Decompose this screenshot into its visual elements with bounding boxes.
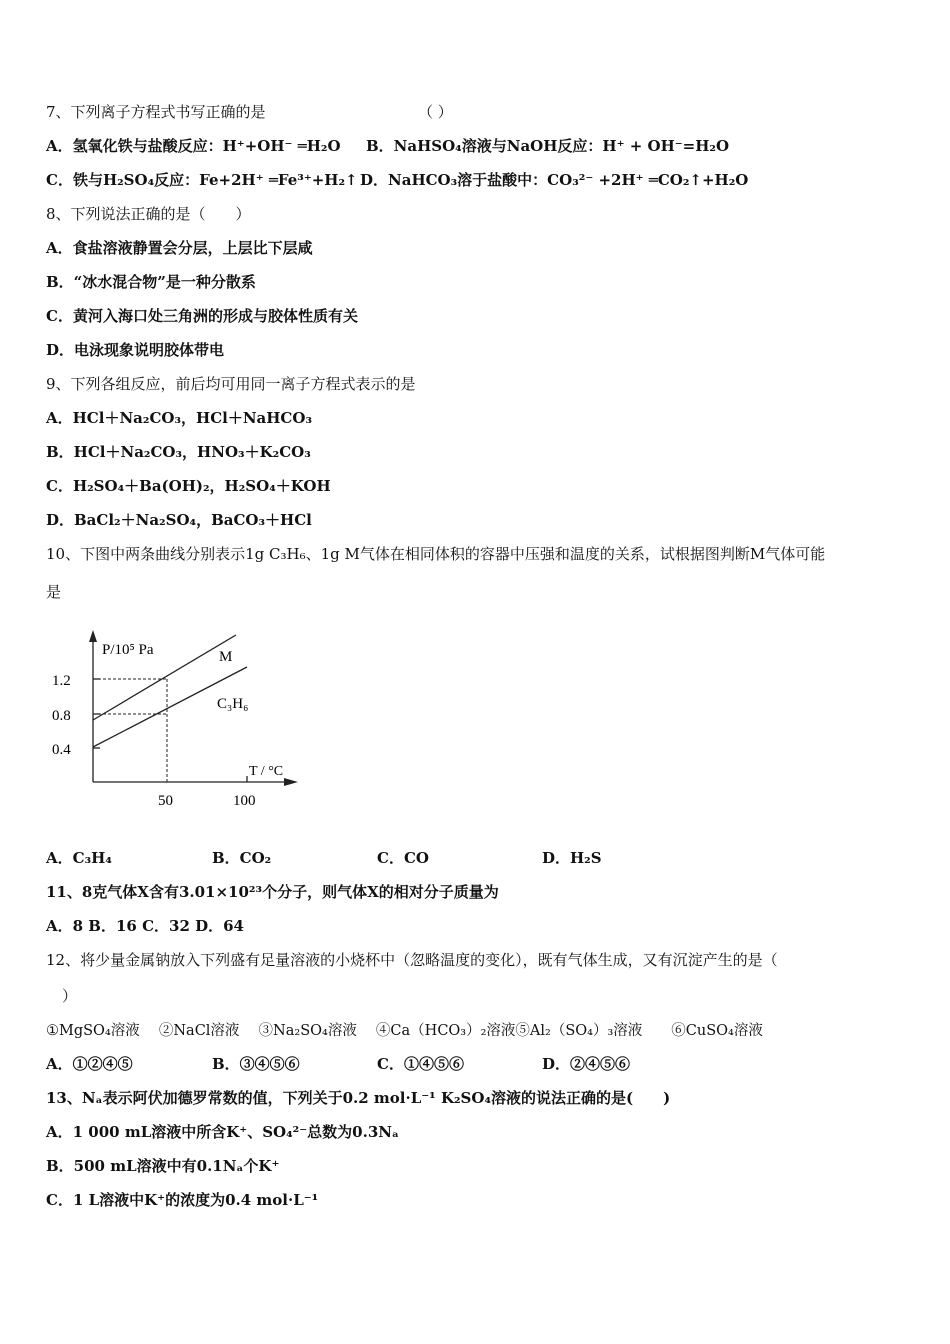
option-d: D．②④⑤⑥	[542, 1055, 631, 1073]
y-tick-label: 0.8	[52, 708, 71, 724]
pressure-temperature-graph	[40, 620, 320, 820]
y-tick-label: 0.4	[52, 742, 71, 758]
option-d: D．NaHCO₃溶于盐酸中：CO₃²⁻ +2H⁺ ═CO₂↑+H₂O	[360, 171, 749, 189]
x-tick-label: 100	[233, 793, 256, 809]
option-b: B．HCl＋Na₂CO₃，HNO₃＋K₂CO₃	[46, 443, 311, 461]
question-stem: 8、下列说法正确的是（ ）	[46, 205, 251, 223]
option-b: B．CO₂	[212, 849, 272, 867]
y-tick-label: 1.2	[52, 673, 71, 689]
option-d: D．电泳现象说明胶体带电	[46, 341, 225, 359]
question-stem: 13、Nₐ表示阿伏加德罗常数的值，下列关于0.2 mol·L⁻¹ K₂SO₄溶液的说法正确的是( )	[46, 1089, 671, 1107]
option-b: B．“冰水混合物”是一种分散系	[46, 273, 256, 291]
option-a: A．HCl＋Na₂CO₃，HCl＋NaHCO₃	[46, 409, 313, 427]
option-a: A．氢氧化铁与盐酸反应：H⁺+OH⁻ ═H₂O	[46, 137, 341, 155]
question-stem-cont: ）	[62, 987, 78, 1005]
solution-list: ①MgSO₄溶液 ②NaCl溶液 ③Na₂SO₄溶液 ④Ca（HCO₃）₂溶液⑤Al₂（SO₄）₃溶液 ⑥CuSO₄溶液	[46, 1023, 763, 1039]
option-a: A．C₃H₄	[46, 849, 112, 867]
option-b: B．500 mL溶液中有0.1Nₐ个K⁺	[46, 1157, 280, 1175]
option-d: D．BaCl₂＋Na₂SO₄，BaCO₃＋HCl	[46, 511, 312, 529]
y-axis-arrow	[89, 630, 97, 642]
label-m: M	[219, 649, 233, 665]
question-stem: 10、下图中两条曲线分别表示1g C₃H₆、1g M气体在相同体积的容器中压强和温度的关系，试根据图判断M气体可能	[46, 545, 826, 563]
x-tick-label: 50	[158, 793, 173, 809]
answer-paren: （ ）	[418, 103, 453, 121]
question-stem: 7、下列离子方程式书写正确的是	[46, 103, 266, 121]
option-c: C．CO	[377, 849, 429, 867]
question-stem-cont: 是	[46, 583, 62, 601]
option-d: D．H₂S	[542, 849, 602, 867]
option-c: C．黄河入海口处三角洲的形成与胶体性质有关	[46, 307, 358, 325]
option-c: C．①④⑤⑥	[377, 1055, 464, 1073]
option-c: C．1 L溶液中K⁺的浓度为0.4 mol·L⁻¹	[46, 1191, 319, 1209]
question-stem: 12、将少量金属钠放入下列盛有足量溶液的小烧杯中（忽略温度的变化），既有气体生成，又有沉淀产生的是（	[46, 951, 778, 969]
option-a: A．食盐溶液静置会分层，上层比下层咸	[46, 239, 313, 257]
question-stem: 11、8克气体X含有3.01×10²³个分子，则气体X的相对分子质量为	[46, 883, 499, 901]
option-c: C．H₂SO₄＋Ba(OH)₂，H₂SO₄＋KOH	[46, 477, 331, 495]
option-b: B．③④⑤⑥	[212, 1055, 300, 1073]
option-a: A．①②④⑤	[46, 1055, 133, 1073]
option-b: B．NaHSO₄溶液与NaOH反应：H⁺ + OH⁻=H₂O	[366, 137, 730, 155]
y-axis-label: P/10⁵ Pa	[102, 642, 154, 658]
options: A．8 B．16 C．32 D．64	[46, 917, 244, 935]
question-stem: 9、下列各组反应，前后均可用同一离子方程式表示的是	[46, 375, 416, 393]
label-c3h6: C₃H₆	[217, 696, 249, 712]
option-c: C．铁与H₂SO₄反应：Fe+2H⁺ ═Fe³⁺+H₂↑	[46, 171, 358, 189]
x-axis-label: T / °C	[249, 764, 284, 779]
x-axis-arrow	[284, 778, 298, 786]
option-a: A．1 000 mL溶液中所含K⁺、SO₄²⁻总数为0.3Nₐ	[46, 1123, 399, 1141]
